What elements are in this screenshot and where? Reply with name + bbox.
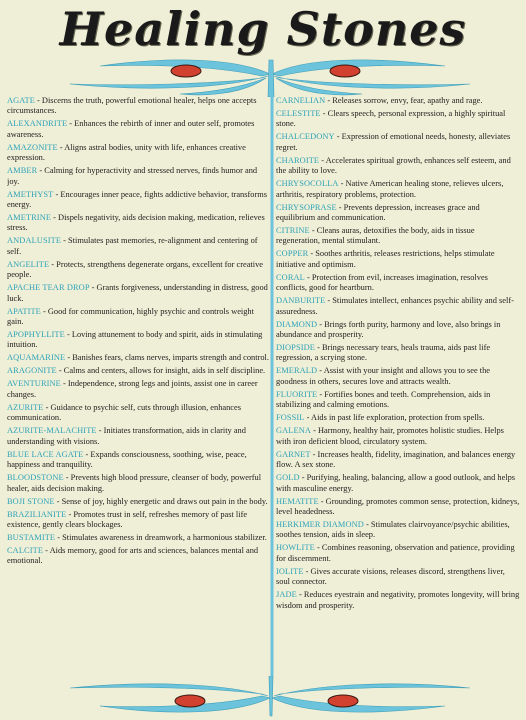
- stone-entry: [276, 320, 520, 341]
- left-stone-column: [7, 96, 270, 686]
- stone-description: - Protection from evil, increases imagination, resolves conflicts, good for heartburn.: [276, 272, 488, 293]
- stone-description: - Expression of emotional needs, honesty, alleviates regret.: [276, 132, 511, 152]
- stone-name: CHAROITE: [276, 155, 320, 165]
- stone-entry: [276, 413, 520, 423]
- stone-description: - Combines reasoning, observation and patience, providing for discernment.: [276, 543, 515, 563]
- stone-description: - Calming for hyperactivity and stressed nerves, finds humor and joy.: [7, 166, 258, 186]
- stone-name: HEMATITE: [276, 496, 319, 506]
- stone-description: - Banishes fears, clams nerves, imparts strength and control.: [67, 353, 269, 363]
- stone-entry: [276, 132, 520, 153]
- stone-description: - Releases sorrow, envy, fear, apathy and rage.: [327, 96, 483, 105]
- right-stone-column: [276, 96, 520, 686]
- stone-description: - Assist with your insight and allows you to see the goodness in others, secures love and attracts wealth.: [276, 366, 491, 386]
- stone-name: GARNET: [276, 449, 311, 459]
- stone-name: CITRINE: [276, 226, 310, 236]
- stone-name: APATITE: [7, 306, 41, 316]
- stone-description: - Enhances the rebirth of inner and outer self, promotes awareness.: [7, 119, 255, 139]
- stone-entry: [276, 296, 520, 317]
- stone-description: - Sense of joy, highly energetic and draws out pain in the body.: [56, 496, 268, 506]
- stone-entry: [7, 260, 270, 281]
- stone-name: BLOODSTONE: [7, 473, 64, 483]
- top-left-gem-icon: [171, 65, 201, 77]
- stone-name: CELESTITE: [276, 109, 321, 118]
- stone-description: - Native American healing stone, relieves ulcers, arthritis, respiratory problems, protection.: [276, 179, 504, 199]
- stone-description: - Good for communication, highly psychic and controls weight gain.: [7, 306, 254, 327]
- stone-entry: [276, 203, 520, 224]
- stone-description: - Protects, strengthens degenerate organs, excellent for creative people.: [7, 259, 263, 280]
- page-title: Healing Stones: [59, 2, 467, 56]
- stone-description: - Prevents high blood pressure, cleanser of body, powerful healer, aids decision making.: [7, 473, 262, 493]
- stone-name: CALCITE: [7, 545, 44, 555]
- stone-description: - Aids in past life exploration, protection from spells.: [306, 413, 485, 423]
- stone-entry: [276, 156, 520, 177]
- stone-entry: [7, 330, 270, 351]
- stone-description: - Aids memory, good for arts and sciences, balances mental and emotional.: [7, 545, 259, 566]
- stone-name: APOPHYLLITE: [7, 330, 65, 340]
- stone-entry: [7, 497, 270, 507]
- column-divider: [270, 96, 274, 676]
- stone-entry: [276, 590, 520, 611]
- stone-description: - Stimulates past memories, re-alignment and centering of self.: [7, 236, 258, 256]
- stone-entry: [276, 226, 520, 247]
- stone-name: CHRYSOPRASE: [276, 202, 337, 212]
- stone-name: ANGELITE: [7, 259, 50, 269]
- stone-entry: [276, 343, 520, 364]
- stone-name: AVENTURINE: [7, 379, 61, 389]
- stone-entry: [7, 307, 270, 328]
- bottom-ornament: [0, 676, 526, 720]
- stone-name: ALEXANDRITE: [7, 119, 68, 129]
- stone-description: - Gives accurate visions, releases discord, strengthens liver, soul connector.: [276, 566, 505, 587]
- stone-name: CARNELIAN: [276, 96, 326, 105]
- top-ornament: [0, 52, 526, 97]
- stone-description: - Reduces eyestrain and negativity, promotes longevity, will bring wisdom and prosperity.: [276, 590, 520, 610]
- stone-name: APACHE TEAR DROP: [7, 283, 90, 293]
- stone-description: - Cleans auras, detoxifies the body, aids in tissue regeneration, mental stimulant.: [276, 226, 475, 246]
- stone-entry: [7, 450, 270, 471]
- stone-name: EMERALD: [276, 366, 318, 376]
- stone-entry: [7, 366, 270, 376]
- stone-description: - Encourages inner peace, fights addictive behavior, transforms energy.: [7, 189, 268, 210]
- stone-entry: [7, 119, 270, 140]
- stone-name: FOSSIL: [276, 413, 305, 423]
- stone-entry: [7, 403, 270, 424]
- stone-description: - Increases health, fidelity, imagination, and balances energy flow. A sex stone.: [276, 449, 516, 470]
- stone-entry: [276, 543, 520, 564]
- stone-entry: [276, 450, 520, 471]
- stone-description: - Accelerates spiritual growth, enhances self esteem, and the ability to love.: [276, 155, 511, 176]
- stone-name: BUSTAMITE: [7, 532, 56, 542]
- stone-entry: [276, 366, 520, 387]
- stone-entry: [276, 179, 520, 200]
- stone-description: - Harmony, healthy hair, promotes holistic studies. Helps with iron deficient blood, circulatory system.: [276, 426, 504, 446]
- stone-name: COPPER: [276, 249, 309, 259]
- stone-name: BLUE LACE AGATE: [7, 449, 84, 459]
- stone-name: HOWLITE: [276, 543, 315, 553]
- stone-description: - Expands consciousness, soothing, wise, peace, happiness and tranquility.: [7, 449, 247, 470]
- stone-description: - Grants forgiveness, understanding in distress, good luck.: [7, 283, 268, 303]
- stone-description: - Stimulates awareness in dreamwork, a harmonious stabilizer.: [57, 532, 267, 542]
- stone-name: FLUORITE: [276, 389, 318, 399]
- stone-entry: [276, 473, 520, 494]
- stone-name: ANDALUSITE: [7, 236, 62, 246]
- stone-name: AZURITE: [7, 402, 44, 412]
- stone-name: AZURITE-MALACHITE: [7, 426, 97, 436]
- stone-description: - Aligns astral bodies, unity with life, enhances creative expression.: [7, 142, 246, 163]
- top-right-gem-icon: [330, 65, 360, 77]
- stone-name: AMAZONITE: [7, 142, 58, 152]
- stone-description: - Brings forth purity, harmony and love, also brings in abundance and prosperity.: [276, 319, 501, 340]
- stone-name: IOLITE: [276, 566, 304, 576]
- stone-entry: [7, 426, 270, 447]
- stone-entry: [276, 497, 520, 518]
- stone-description: - Loving attunement to body and spirit, aids in stimulating intuition.: [7, 330, 263, 350]
- stone-description: - Soothes arthritis, releases restrictions, helps stimulate initiative and optimism.: [276, 249, 495, 269]
- stone-description: - Promotes trust in self, refreshes memory of past life existence, gently clears blockages.: [7, 509, 248, 529]
- stone-name: AMBER: [7, 166, 38, 176]
- stone-entry: [7, 473, 270, 494]
- stone-description: - Grounding, promotes common sense, protection, kidneys, level headedness.: [276, 496, 520, 516]
- stone-name: HERKIMER DIAMOND: [276, 519, 364, 529]
- stone-name: GALENA: [276, 426, 312, 436]
- stone-entry: [7, 353, 270, 363]
- stone-entry: [276, 567, 520, 588]
- stone-name: DIAMOND: [276, 319, 318, 329]
- stone-entry: [7, 166, 270, 187]
- stone-name: GOLD: [276, 473, 300, 483]
- stone-description: - Discerns the truth, powerful emotional healer, helps one accepts circumstances.: [7, 96, 257, 116]
- stone-name: AMETRINE: [7, 213, 52, 223]
- stone-name: BOJI STONE: [7, 496, 55, 506]
- stone-name: BRAZILIANITE: [7, 509, 67, 519]
- stone-entry: [7, 96, 270, 117]
- stone-entry: [7, 379, 270, 400]
- stone-entry: [276, 390, 520, 411]
- stone-name: DANBURITE: [276, 296, 326, 306]
- stone-entry: [7, 213, 270, 234]
- bottom-left-gem-icon: [175, 695, 205, 707]
- stone-description: - Guidance to psychic self, cuts through illusion, enhances communication.: [7, 402, 241, 423]
- stone-name: DIOPSIDE: [276, 343, 315, 353]
- stone-description: - Calms and centers, allows for insight, aids in self discipline.: [58, 366, 266, 376]
- stone-description: - Initiates transformation, aids in clarity and understanding with visions.: [7, 426, 246, 446]
- stone-entry: [7, 546, 270, 567]
- stone-entry: [276, 249, 520, 270]
- stone-name: AQUAMARINE: [7, 353, 66, 363]
- stone-description: - Clears speech, personal expression, a highly spiritual stone.: [276, 109, 506, 129]
- stone-description: - Stimulates clairvoyance/psychic abilities, soothes tension, aids in sleep.: [276, 519, 510, 540]
- stone-name: CHRYSOCOLLA: [276, 179, 339, 189]
- stone-name: JADE: [276, 590, 297, 600]
- stone-entry: [7, 283, 270, 304]
- stone-description: - Purifying, healing, balancing, allow a good outlook, and helps with masculine energy.: [276, 473, 516, 493]
- stone-entry: [7, 510, 270, 531]
- stone-name: CHALCEDONY: [276, 132, 335, 142]
- stone-entry: [276, 96, 520, 106]
- stone-entry: [276, 273, 520, 294]
- stone-entry: [276, 109, 520, 130]
- stone-name: AGATE: [7, 96, 35, 105]
- stone-description: - Brings necessary tears, heals trauma, aids past life regression, a scrying stone.: [276, 343, 491, 363]
- bottom-right-gem-icon: [328, 695, 358, 707]
- stone-name: AMETHYST: [7, 189, 54, 199]
- stone-entry: [276, 520, 520, 541]
- stone-entry: [7, 533, 270, 543]
- stone-description: - Stimulates intellect, enhances psychic ability and self-assuredness.: [276, 296, 514, 316]
- stone-entry: [7, 143, 270, 164]
- stone-description: - Prevents depression, increases grace and equilibrium and communication.: [276, 202, 480, 223]
- stone-entry: [276, 426, 520, 447]
- stone-entry: [7, 236, 270, 257]
- stone-name: ARAGONITE: [7, 366, 57, 376]
- stone-entry: [7, 190, 270, 211]
- stone-description: - Independence, strong legs and joints, assist one in career changes.: [7, 379, 258, 399]
- stone-description: - Dispels negativity, aids decision making, medication, relieves stress.: [7, 213, 265, 233]
- stone-name: CORAL: [276, 272, 305, 282]
- stone-description: - Fortifies bones and teeth. Comprehension, aids in stabilizing and calming emotions.: [276, 389, 491, 410]
